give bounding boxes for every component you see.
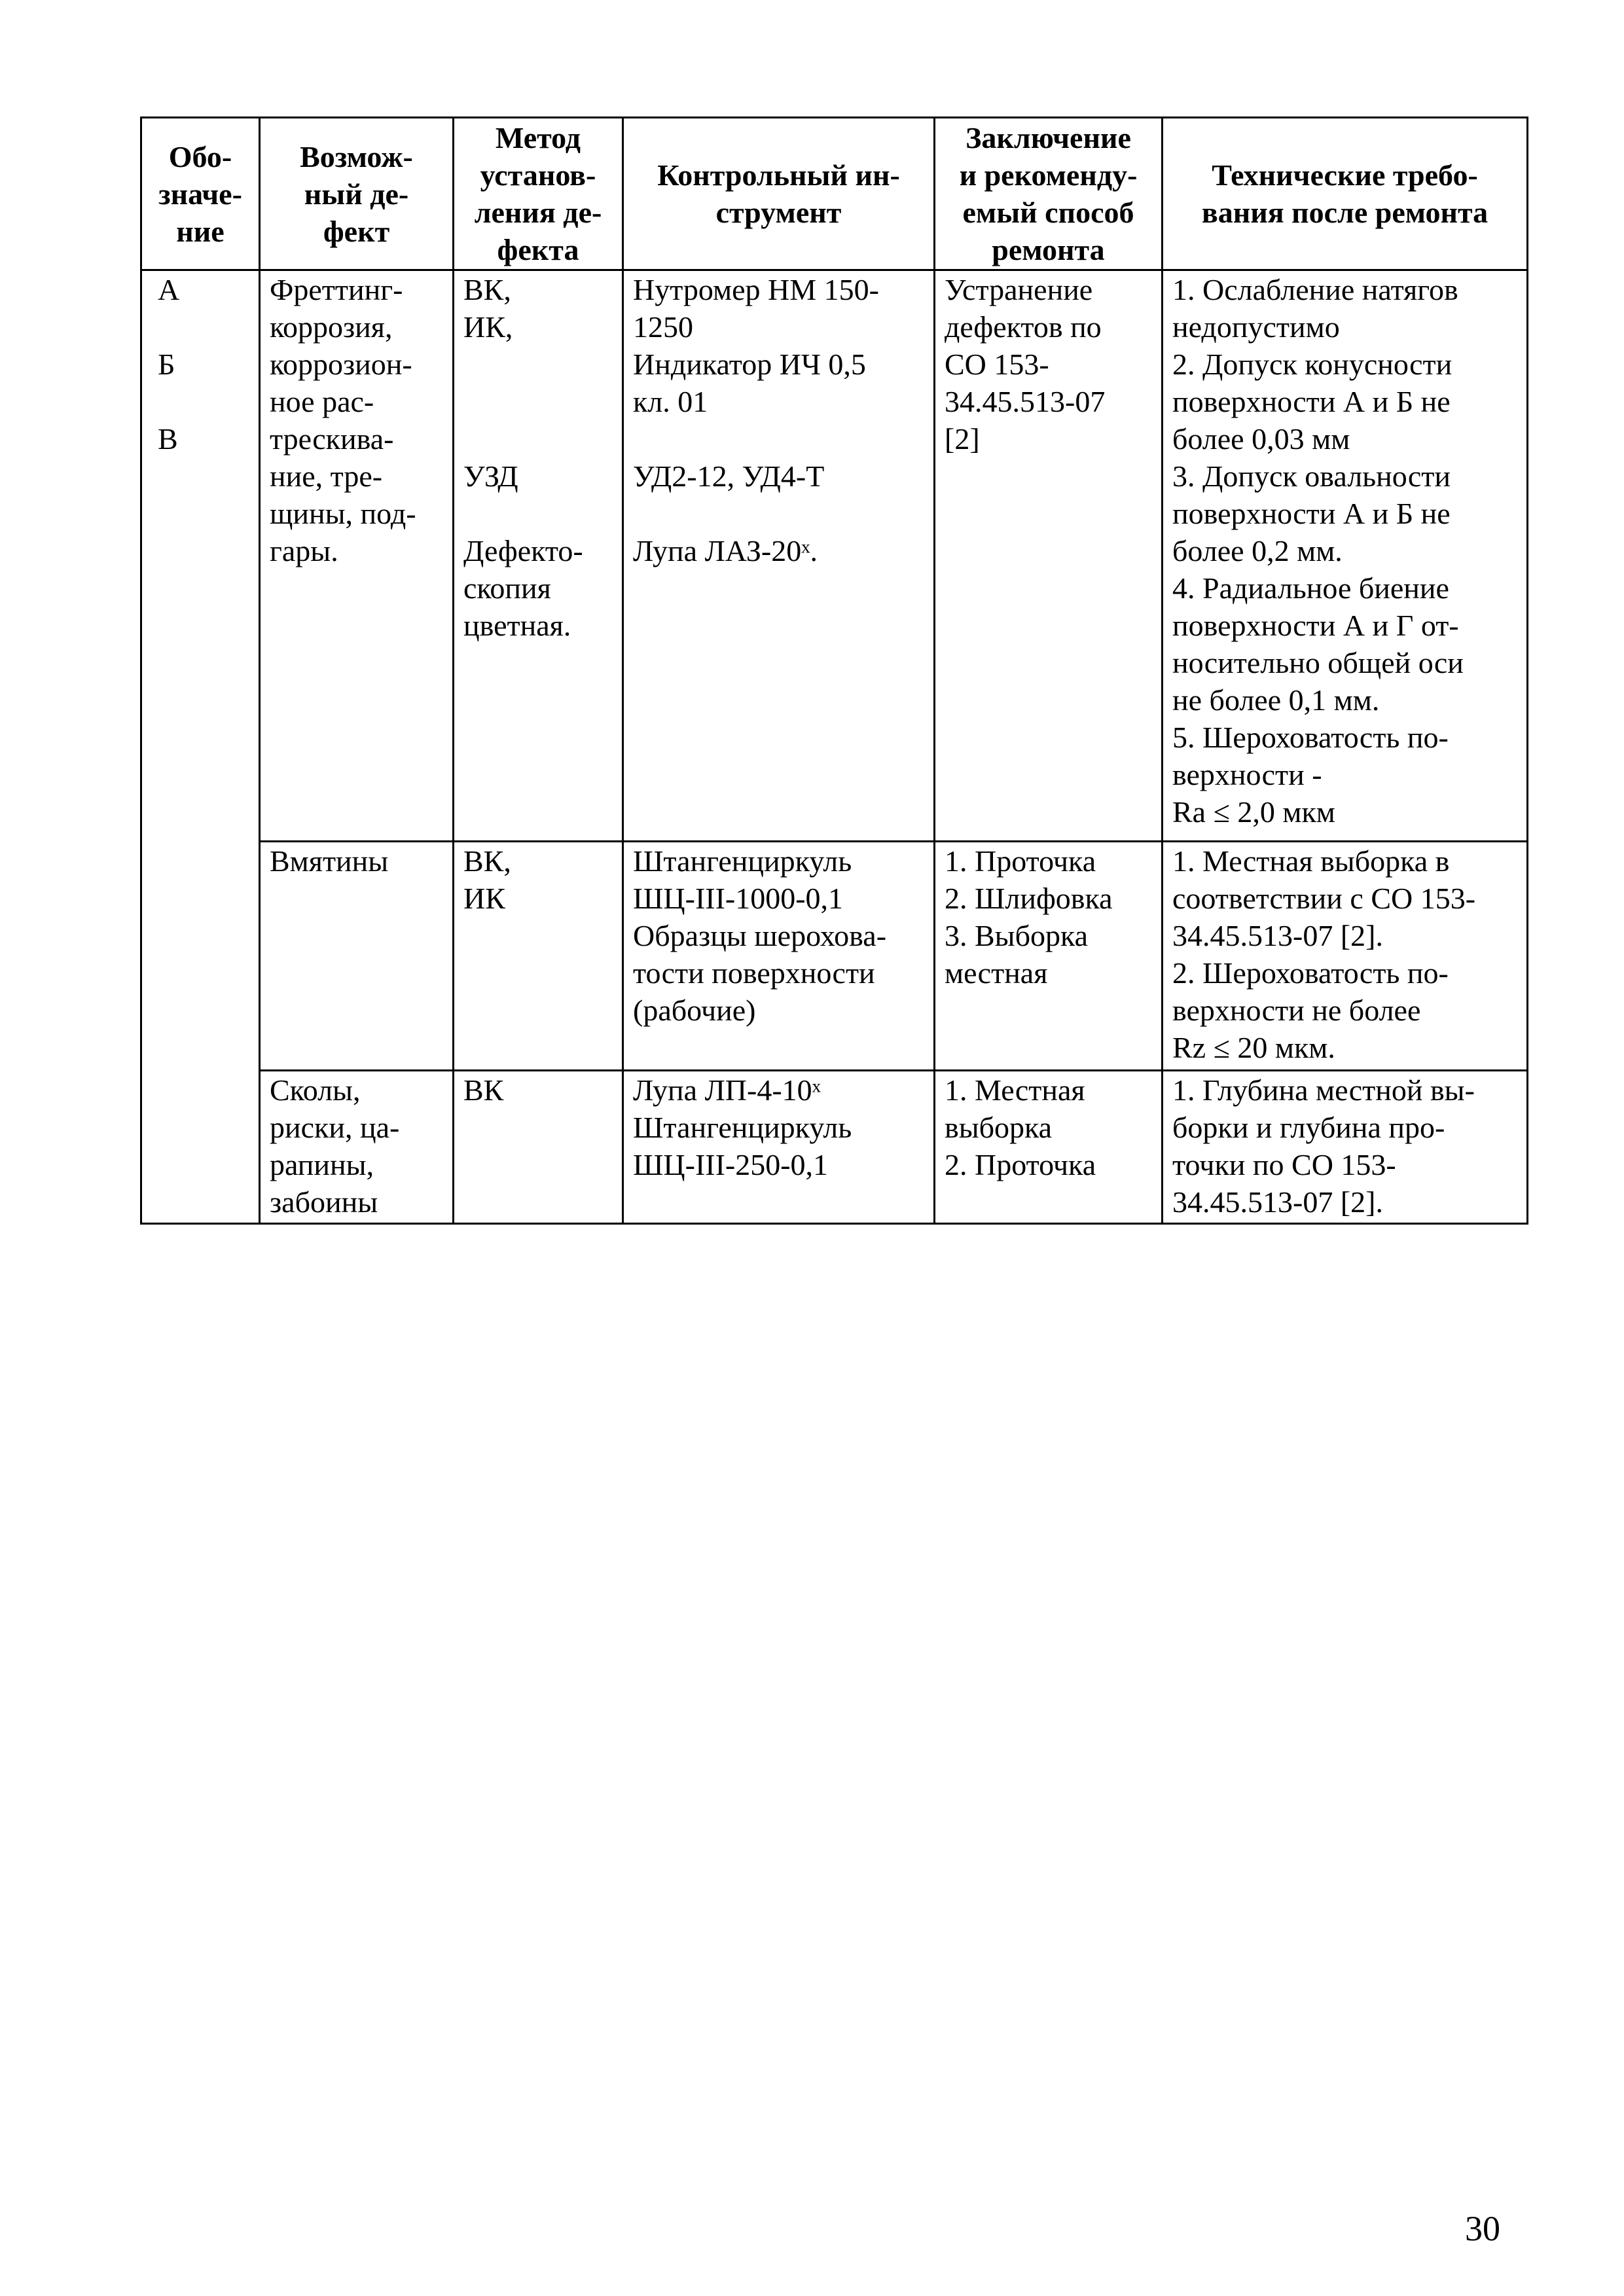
table-row — [141, 1071, 1528, 1224]
header-control-instrument: Контрольный ин- струмент — [623, 118, 935, 270]
header-technical-requirements: Технические требо- вания после ремонта — [1163, 118, 1528, 270]
header-possible-defect: Возмож- ный де- фект — [260, 118, 454, 270]
table-header-row — [141, 118, 1528, 270]
page-number: 30 — [1465, 2209, 1500, 2248]
conclusion-cell: Устранение дефектов по СО 153- 34.45.513-07 [2] — [935, 270, 1163, 842]
defects-table — [140, 117, 1528, 1225]
method-cell: ВК, ИК — [454, 842, 623, 1071]
requirements-cell: 1. Местная выборка в соответствии с СО 153- 34.45.513-07 [2]. 2. Шероховатость по- верхности не более Rz ≤ 20 мкм. — [1163, 842, 1528, 1071]
method-cell: ВК — [454, 1071, 623, 1224]
requirements-cell: 1. Глубина местной вы- борки и глубина про- точки по СО 153- 34.45.513-07 [2]. — [1163, 1071, 1528, 1224]
table-row — [141, 842, 1528, 1071]
conclusion-cell: 1. Проточка 2. Шлифовка 3. Выборка местная — [935, 842, 1163, 1071]
table-row — [141, 270, 1528, 842]
header-conclusion: Заключение и рекоменду- емый способ ремонта — [935, 118, 1163, 270]
conclusion-cell: 1. Местная выборка 2. Проточка — [935, 1071, 1163, 1224]
defect-cell: Вмятины — [260, 842, 454, 1071]
instrument-cell: Лупа ЛП-4-10ˣ Штангенциркуль ШЦ-III-250-0,1 — [623, 1071, 935, 1224]
designation-cell: А Б В — [141, 270, 260, 1224]
instrument-cell: Штангенциркуль ШЦ-III-1000-0,1 Образцы шерохова- тости поверхности (рабочие) — [623, 842, 935, 1071]
requirements-cell: 1. Ослабление натягов недопустимо 2. Допуск конусности поверхности А и Б не более 0,03 мм 3. Допуск овальности поверхности А и Б не более 0,2 мм. 4. Радиальное биение поверхности А и Г от- носительно общей оси не более 0,1 мм. 5. Шероховатость по- верхности - Ra ≤ 2,0 мкм — [1163, 270, 1528, 842]
defect-cell: Фреттинг- коррозия, коррозион- ное рас- трескива- ние, тре- щины, под- гары. — [260, 270, 454, 842]
method-cell: ВК, ИК, УЗД Дефекто- скопия цветная. — [454, 270, 623, 842]
header-designation: Обо- значе- ние — [141, 118, 260, 270]
defect-cell: Сколы, риски, ца- рапины, забоины — [260, 1071, 454, 1224]
header-detection-method: Метод установ- ления де- фекта — [454, 118, 623, 270]
instrument-cell: Нутромер НМ 150- 1250 Индикатор ИЧ 0,5 кл. 01 УД2-12, УД4-Т Лупа ЛАЗ-20ˣ. — [623, 270, 935, 842]
